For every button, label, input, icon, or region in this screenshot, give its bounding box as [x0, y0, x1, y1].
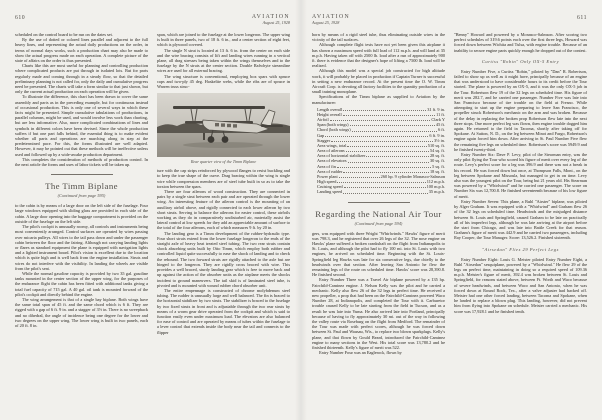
spec-label: Power plant: [317, 173, 338, 179]
body-paragraph: Entry Number Eight: Louis G. Meister piloted Entry Number Eight, a Buhl "Airsedan" sesquiplane, powered by a "Whirlwind." He flew 29 of the legs on perfect time, maintaining in doing so a required speed of 109.36 m.p.h. Meister's figure of merit, 392.4 was broken between St. Louis and Springfield, for reasons stated above, between Ft. Worth and Waco because of severe headwinds, and between Waco and San Antonio, when he was forced down at Round Rock, Tex., after a valve adjuster had backed off. Meister had one other forced landing, between Tacoma and Spokane, when he landed to replace a blown plug. This landing, however, did not prevent him from flying into Spokane on schedule. Meister carried a mechanic. His score was 17,928.1 and he finished tenth.: [454, 256, 587, 314]
spec-dot-leader: [343, 172, 429, 173]
subheading-airsedan: "Airsedan" Flies 29 Perfect Legs: [482, 246, 559, 252]
spec-label: Area of elevators: [317, 158, 347, 164]
spec-label: Gap: [317, 132, 325, 138]
body-paragraph: The wing arrangement is that of a single bay biplane. Both wings have the same total span of 45 ft. and the same chord which is 6 ft. They are rigged with a gap of 6 ft. 9 in. and a stagger of 3½ in. There is no sweepback and no dihedral, the angle of incidence being one degree for the lower and two degrees on the upper wing. The lower wing is built in two panels, each of 20 ft. 8 in.: [15, 296, 148, 328]
body-paragraph: gers, was equipped with three Wright "Whirlwinds." Hawks' figure of merit was 798.3, and he registered that over 26 legs of the 32. The nose engine on Hawks' plane suffered a broken crankshaft on the flight from Indianapolis to St. Louis, and although the pilot had to fly 100 mi. into St. Louis with two engines, he arrived on scheduled time. Beginning with the St. Louis-Springfield leg Hawks was late for six consecutive legs, due chiefly to the headwinds over that section. After leaving San Antonio he flew the remaining legs of the route on scheduled time. Hawks' score was 28,390.8. He finished second.: [312, 230, 445, 278]
spec-value: 112 m.p.h.: [426, 179, 445, 185]
spec-label: Airfoil: [317, 117, 329, 123]
left-page-col1: [15, 32, 148, 335]
spec-value: 6 ft. 9 in.: [429, 132, 445, 138]
spec-dot-leader: [325, 136, 428, 137]
page-number-right: 611: [577, 15, 587, 21]
spec-label: Area of horizontal stabilizer: [317, 153, 366, 159]
page-right: [301, 0, 602, 420]
spec-dot-leader: [352, 131, 437, 132]
body-paragraph: span, which are joined to the fuselage at the lower longeron. The upper wing is built in three panels, two of 18 ft. 6 in., and a center section of eight feet, which is plywood covered.: [157, 32, 290, 48]
spec-value: Clark Y: [431, 117, 445, 123]
issue-date: August 25, 1928: [312, 20, 340, 25]
spec-value: 31 ft. 9 in.: [427, 106, 445, 112]
issue-date: August 25, 1928: [262, 20, 290, 25]
spec-value: 18 sq. ft.: [429, 168, 445, 174]
specifications-table: [317, 107, 445, 195]
timm-biplane-photo: [157, 93, 290, 157]
masthead-right: [312, 15, 350, 25]
body-paragraph: To illustrate the difference, this chart has been drawn to cover the same assembly and parts as in the preceding example, but for continuous instead of occasional production. This is only one of several ways in which these facts might be presented. Simple cumulative tabulations of productions, in parallel columns, might be used, and would involve less work than charting, but are less informative. Also, more complicated combinations of lines and symbols in different colors have been devised. Since the whole production suffers if but one part falls behind, the essential thing is to make evident whether all parts and operations are marching along in step at the predetermined pace. For this, the forms illustrated are well adapted. However, it may be pointed out that these methods will be ineffective unless used and followed up by a wide-awake production department.: [15, 94, 148, 157]
body-paragraph: Entry Number Five, a Curtiss "Robin," piloted by "Dan" R. Robertson, failed to show up as well as it might have, principally because of an engine that was understood to have considerable hours to its credit before the Tour started. The plane is powered by an OX-5, and it was the only OX-5 job in the Tour. Robertson flew 19 of the 32 legs on scheduled time. His figure of merit was 282.7, and he carried one passenger. Number Five was late into San Francisco because of tire trouble on the field at Fresno. While attempting to start up the engine preparing to leave San Francisco, the propeller struck Robertson's mechanic on the arm and was broken. Because of the delay in replacing the broken prop Robertson flew late into the next three stops. One more perfect leg was flown, then engine trouble dogged him again. He returned to the field in Tacoma, shortly after taking off for Spokane. At Sutton, N. D., on the leg between Minot and Fargo, Robertson's engine again forced him down. After arriving in St. Paul Number Five flew the remaining five legs on scheduled time. Robertson's score was 5949.9 and he finished twenty-third.: [454, 68, 587, 152]
body-paragraph: While the normal gasoline capacity is provided by two 35 gal. gasoline tanks mounted in the center section of the upper wing, for the purposes of the endurance flight the cabin has been fitted with additional tanks giving a total fuel capacity of 715 gal. A 40 gal. oil tank is mounted forward of the pilot's cockpit and directly behind the engine.: [15, 270, 148, 297]
spec-label: Height overall: [317, 112, 342, 117]
masthead-left: [252, 15, 290, 25]
page-number-left: 610: [15, 15, 26, 21]
spec-dot-leader: [344, 187, 426, 188]
body-paragraph: The entire empennage is constructed of chrome molybdenum steel tubing. The rudder is unusually large and well balanced. The fin is braced to the horizontal stabilizer by two struts. The stabilizer is braced to the fuselage by two fixed struts in front and is adjustable through the two rear struts by means of a worm gear drive operated from the cockpit and which is said to function easily even under maximum load. The elevators are also balanced for ease of control and are operated by means of tubes within the fuselage to a lever control that extends inside the body near the tail and connects to the flipper: [157, 287, 290, 335]
spec-value: 11 ft.: [436, 112, 445, 117]
spec-dot-leader: [339, 177, 380, 178]
spec-value: 45 ft.: [435, 122, 445, 128]
body-paragraph: "Benny" Howard and powered by a Monasco-Salmson. After scoring two perfect schedules of 319.6 points each over the first three legs, Howard was forced down between Wichita and Tulsa, with engine trouble. Because of an inability to secure engine parts quickly enough he dropped out of the contest.: [454, 32, 587, 53]
body-paragraph: ture with the cap strips reinforced by plywood flanges to resist buckling and to keep the true shape of the curve. Drag bracing within the wing is single wire while compression members are of steel tube built in so as to take the torsion between the spars.: [157, 168, 290, 189]
spec-label: Area of rudder: [317, 168, 343, 174]
left-page-col2: [157, 32, 290, 335]
spec-value: 54 sq. ft.: [429, 148, 445, 154]
spec-dot-leader: [330, 120, 431, 121]
right-page-header: [312, 15, 587, 25]
spec-dot-leader: [343, 110, 426, 111]
body-paragraph: Entry Number Three was a Travel Air biplane powered by a 135 hp. Fairchild-Caminez engine. J. Nelson Kelly was the pilot and he carried a mechanic. Kelly also flew 26 of the 32 legs in perfect time. He received a new propeller, a prop that had been on the Fairchild-Caminez powered Waco Number 28, at Indianapolis, and completed the Tour with it. Carburetor trouble caused Kelly to be late starting from the field in Tucson, and as a result he was late into Yuma. He also arrived late into Portland, principally because of having to fly approximately 30 mi. out of the way in following the valley route via Roseburg on the flight from Medford. The remainder of the Tour was made with perfect scores, although he was forced down between St. Paul and Wausau, Wis., to replace two blown sparkplugs. Kelly's plane, and that flown by Gould Beard, introduced the Fairchild-Caminez engine to many sections in the West. His total score was 13,780.2 and he finished thirteenth. Kelly's figure of merit was 522.: [312, 277, 445, 350]
spec-dot-leader: [337, 167, 431, 168]
body-paragraph: There are four ailerons of wood construction. They are connected in pairs by a single strut between each pair and are operated through the lower wing. An interesting feature of the aileron control is the mounting of an auxiliary airfoil above, and rigidly connected to each lower aileron by two short struts. Serving to balance the ailerons for easier control, these airfoils working as they do in comparatively undisturbed air, materially assist the lateral control at low speeds for they add an appreciable amount of surface to the total of the four ailerons, each of which measures 9 ft. by 20 in.: [157, 189, 290, 231]
spec-label: Cruising speed: [317, 184, 343, 190]
spec-dot-leader: [346, 151, 429, 152]
spec-value: 260 hp. 9 cylinder Monasco-Salmson: [380, 173, 445, 179]
continued-from-note: (Continued from page 595): [57, 193, 106, 199]
spec-value: 6 ft.: [438, 127, 445, 133]
spec-value: 5 sq. ft.: [432, 163, 445, 169]
body-paragraph: The pilot's cockpit is unusually roomy, all controls and instruments being most conveniently arranged. Control surfaces are operated by wires passing over micarta pulleys. All wires to the tail pass down and under the passenger cabin between the floor and the fairing. Although not carrying landing lights or flares as standard equipment the plane is equipped with navigation lights and a lighted instrument board. Pilot's vision is excellent due to the location which is quite high and is well back from the engine installation. Struts and wires do not interfere with the visibility. In landing the wheels are visible from the pilot's seat.: [15, 224, 148, 271]
spec-dot-leader: [331, 141, 433, 142]
spec-label: Area of fin: [317, 163, 336, 169]
spec-value: 30 sq. ft.: [429, 158, 445, 164]
journal-title: AVIATION: [251, 14, 290, 20]
spec-label: Length overall: [317, 106, 343, 112]
spec-dot-leader: [350, 125, 435, 126]
left-page-header: [15, 15, 290, 25]
body-paragraph: Charts like this are most useful for planning and controlling production where complicated products are put through in isolated lots. But for parts regularly made and coming through in a steady flow, so that the detailed preliminary planning is not called for, only the daily and cumulative progress need be presented. The charts will take a form similar to that just shown, but only the current actual production on each operation will be given.: [15, 63, 148, 95]
spec-dot-leader: [366, 156, 429, 157]
spec-label: Area wings, total: [317, 142, 347, 148]
body-paragraph: By the use of dotted or colored lines parallel and adjacent to the full heavy lines, and representing the actual daily productions on the order, in terms of normal days works, such a production chart may also be made to show the actual progress made on each operation. A complete picture of the state of affairs on the order is thus presented.: [15, 37, 148, 64]
spec-dot-leader: [337, 182, 425, 183]
right-page-col2: [454, 32, 587, 355]
continued-from-note: (Continued from page 594): [354, 220, 403, 226]
body-paragraph: The wing structure is conventional, employing box spars with spruce caps and two-ply 45 deg. Haskelite webs, while the ribs are of spruce in Warren truss struc-: [157, 73, 290, 90]
spec-label: Landing speed: [317, 189, 343, 195]
spec-value: 100 m.p.h.: [426, 184, 445, 190]
journal-title: AVIATION: [312, 14, 351, 20]
body-paragraph: The single N strut is located at 13 ft. 6 in. from the center on each side and the wire bracing consists of lift and landing wires running in a vertical plane, all drag stresses being taken within the wings themselves and to the fuselage by the N struts at the center section. Double Rafwhyte streamline wires are used for all external bracing.: [157, 47, 290, 74]
section-divider-rule: [348, 202, 410, 203]
body-paragraph: Entry Number Six: Dave P. Levy, pilot of the Stearman entry, was the only pilot flying the Tour who scored his figure of merit over every leg of the route. Levy's perfect score for a leg was 396.9 and there was not a break in his record. He was forced down but once, at Thompson Falls, Mont., on the leg between Spokane and Missoula, but managed to get in on time. Levy also was the youngest pilot on the Tour, being but 21 years old. His Stearman was powered by a "Whirlwind" and he carried one passenger. The score on Number Six was 12,700.8. He finished seventeenth because of his low figure of merit.: [454, 152, 587, 199]
article-title-timm-biplane: The Timm Biplane: [45, 181, 118, 192]
body-paragraph: This completes the consideration of methods of production control. In the next article the forms and uses of labor tickets will be taken up.: [15, 156, 148, 168]
right-page-col1: [312, 32, 445, 355]
spec-row: [317, 189, 445, 194]
spec-label: High speed: [317, 179, 337, 185]
spec-dot-leader: [343, 193, 428, 194]
right-page-columns: [312, 32, 587, 355]
spec-value: 3½ in.: [434, 137, 445, 143]
spec-label: Stagger: [317, 137, 331, 143]
spec-value: 510 sq. ft.: [427, 142, 445, 148]
body-paragraph: Entry Number Four was an Eaglerock, flown by: [319, 350, 402, 356]
left-page-columns: [15, 32, 290, 335]
spec-dot-leader: [347, 146, 426, 147]
spec-value: 28 sq. ft.: [429, 153, 445, 159]
body-paragraph: Although complete flight tests have not yet been given this airplane it has shown a maximum speed with full load of 112 m.p.h. and will land at 35 m.p.h. Having taken off with 2500 lb. load after a run of approximately 900 ft. there is evidence that the designer's hope of lifting a 7500 lb. load will be realized.: [312, 42, 445, 69]
body-paragraph: Although this model was a special job constructed for high altitude work, it will probably be placed in production if Captain Turner is successful in setting a new endurance record. At the present time the O. W. Timm Aircraft Corp. is devoting all factory facilities to the quantity production of a small training monoplane.: [312, 68, 445, 95]
body-paragraph: Entry Number Seven: This plane, a Buhl "Airster" biplane, was piloted by Alger Graham. It was equipped with a "Whirlwind" and Graham flew 26 of the 32 legs on scheduled time. Headwinds and the misjudged distance between St. Louis and Springfield, caused Graham to be late on practically all of his imperfect legs, although he was late arriving at the airport before the start from Chicago, and was late into Battle Creek for that reason. Graham's figure of merit was 442.9 and he carried two passengers, including Ray Cooper, the Tour Manager. Score: 13,526.2. Finished sixteenth.: [454, 198, 587, 241]
body-paragraph: horn by means of a rigid steel tube, thus eliminating outside wires in the vicinity of the tail surfaces.: [312, 32, 445, 43]
spec-value: 35 m.p.h.: [428, 189, 445, 195]
spec-intro-paragraph: Specifications of the Timm biplane as supplied to Aviation by the manufacturer:: [312, 94, 445, 105]
article-title-national-air-tour: Regarding the National Air Tour: [315, 208, 442, 219]
subheading-curtiss-robin: Curtiss "Robin" Only OX-5 Entry: [481, 58, 560, 64]
spec-dot-leader: [348, 162, 429, 163]
photo-caption: Rear quarter view of the Timm Biplane: [190, 159, 257, 165]
spec-label: Chord (both wings): [317, 127, 351, 133]
spec-label: Area of ailerons: [317, 148, 345, 154]
body-paragraph: scheduled on the control board to be run on the dates set.: [15, 32, 113, 37]
spec-label: Span (both wings): [317, 122, 349, 128]
spec-dot-leader: [343, 115, 435, 116]
body-paragraph: The landing gear is a Timm development of the rubber-hydraulic type. Four short struts extend from the lower fuselage longeron to the ends of the straight axle of heavy heat treated steel tubing. The two rear struts contain shock absorbing units built by Otto Timm, which employ both rubber and controlled liquid quite successfully to ease the shock of landing and to check the rebound. The two forward struts are rigidly attached to the axle but are hinged to the longeron. They are rigidly cross braced with wire. This provides a well braced, sturdy landing gear which is free to move back and up against the action of the absorber units as the airplane meets the shocks incident to ground maneuvers. The tail skid is of laminated steel tube, is pivoted and is mounted with wound rubber chord absorber unit.: [157, 230, 290, 288]
body-paragraph: to the cabin is by means of a large door on the left side of the fuselage. Four large windows equipped with sliding glass are provided in each side of the cabin. A large door opening into the baggage compartment is provided on the outside of the fuselage on the left side.: [15, 203, 148, 224]
section-divider-rule: [51, 174, 113, 175]
